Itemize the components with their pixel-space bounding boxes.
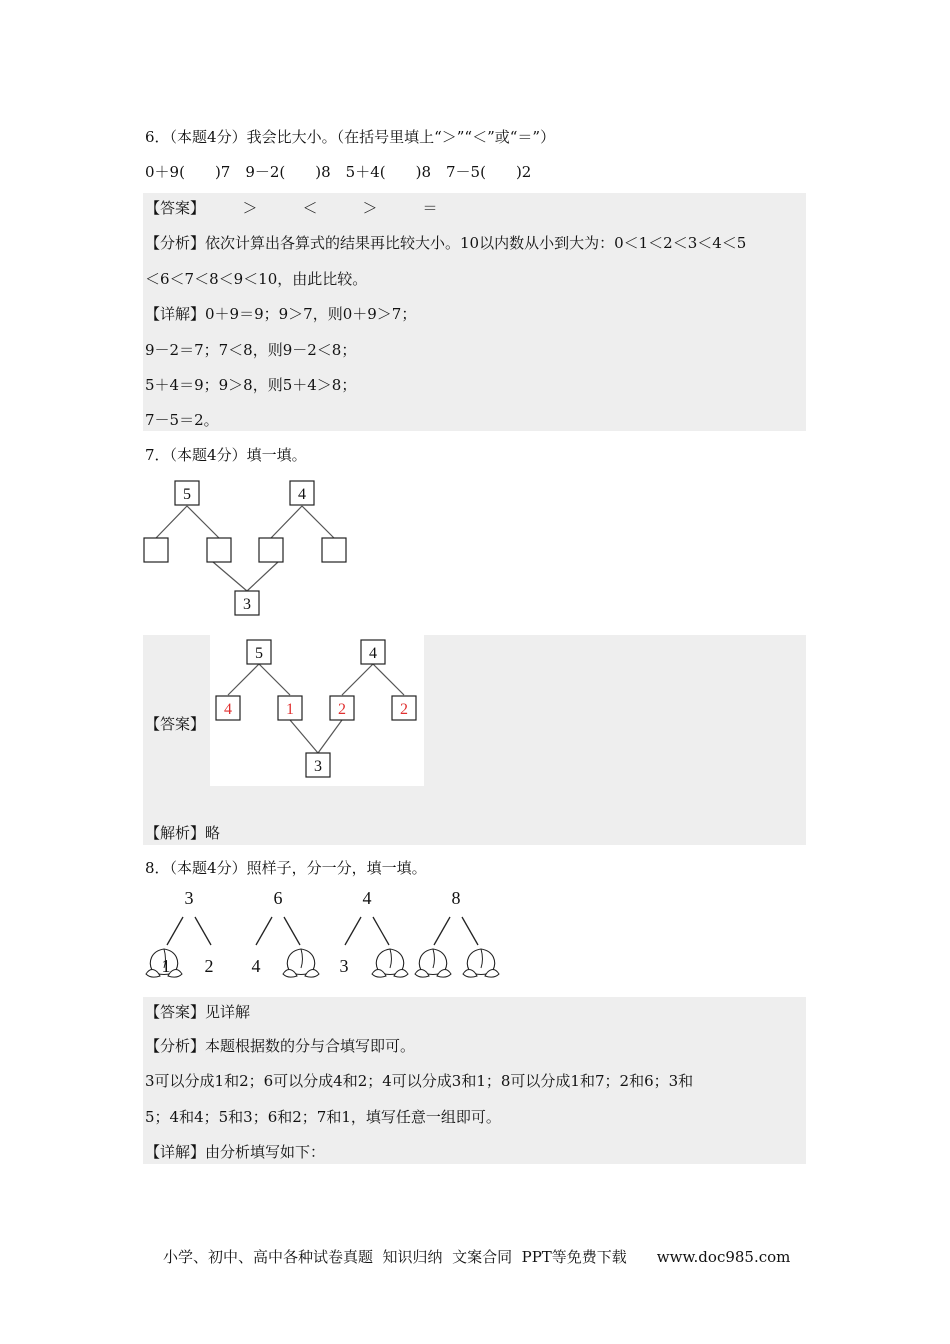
- q8-split-diagrams: [140, 885, 510, 985]
- q8-example-left-number: 1: [161, 956, 171, 976]
- q8-title: 8．（本题4分）照样子，分一分，填一填。: [145, 859, 427, 877]
- q7-top-left-number: 5: [183, 486, 191, 503]
- q8-answer: 【答案】见详解: [145, 1003, 251, 1021]
- q8-example-right-number: 2: [204, 956, 214, 976]
- q8-top-8: 8: [451, 888, 461, 908]
- q8-detail: 【详解】由分析填写如下：: [145, 1143, 326, 1161]
- q7-number-tree: [140, 478, 360, 623]
- q8-peach-blank-8-right: [463, 949, 499, 977]
- q7-answer-leaf-1: 4: [224, 701, 232, 718]
- q6-detail-line-4: 7－5＝2。: [145, 411, 219, 429]
- q8-given-number-4: 3: [339, 956, 349, 976]
- q6-analysis-line-1: 【分析】依次计算出各算式的结果再比较大小。10以内数从小到大为：0＜1＜2＜3＜4＜5: [145, 234, 747, 252]
- q7-answer-label: 【答案】: [145, 715, 206, 733]
- q8-analysis-line-2: 3可以分成1和2；6可以分成4和2；4可以分成3和1；8可以分成1和7；2和6；3和: [145, 1072, 694, 1090]
- q7-bottom-number: 3: [243, 596, 251, 613]
- q7-answer-top-right: 4: [369, 645, 377, 662]
- q8-analysis-line-3: 5；4和4；5和3；6和2；7和1，填写任意一组即可。: [145, 1108, 501, 1126]
- q8-peach-blank-6: [283, 949, 319, 977]
- q8-peach-blank-4: [372, 949, 408, 977]
- q7-answer-top-left: 5: [255, 645, 263, 662]
- q6-answer: 【答案】 ＞ ＜ ＞ ＝: [145, 199, 438, 217]
- q7-blank-box-4: [322, 538, 346, 562]
- page-footer: 小学、初中、高中各种试卷真题 知识归纳 文案合同 PPT等免费下载 www.doc985.com: [163, 1248, 791, 1266]
- q7-answer-bottom: 3: [314, 758, 322, 775]
- q7-blank-box-1: [144, 538, 168, 562]
- q6-detail-line-3: 5＋4＝9；9＞8，则5＋4＞8；: [145, 376, 357, 394]
- q8-top-3: 3: [184, 888, 194, 908]
- q8-given-number-6: 4: [251, 956, 261, 976]
- q8-top-6: 6: [273, 888, 283, 908]
- q7-blank-box-2: [207, 538, 231, 562]
- q6-title: 6．（本题4分）我会比大小。（在括号里填上“＞”“＜”或“＝”）: [145, 128, 556, 146]
- q7-answer-leaf-3: 2: [338, 701, 346, 718]
- q7-answer-leaf-2: 1: [286, 701, 294, 718]
- q7-blank-box-3: [259, 538, 283, 562]
- q6-analysis-line-2: ＜6＜7＜8＜9＜10，由此比较。: [145, 270, 368, 288]
- q7-analysis: 【解析】略: [145, 824, 221, 842]
- q6-detail-line-1: 【详解】0＋9＝9；9＞7，则0＋9＞7；: [145, 305, 417, 323]
- q8-analysis-line-1: 【分析】本题根据数的分与合填写即可。: [145, 1037, 416, 1055]
- q6-detail-line-2: 9－2＝7；7＜8，则9－2＜8；: [145, 341, 357, 359]
- q7-answer-tree: [210, 635, 424, 786]
- q8-top-4: 4: [362, 888, 372, 908]
- q6-problem: 0＋9( )7 9－2( )8 5＋4( )8 7－5( )2: [145, 163, 532, 181]
- q8-peach-blank-8-left: [415, 949, 451, 977]
- q7-answer-leaf-4: 2: [400, 701, 408, 718]
- q7-title: 7．（本题4分）填一填。: [145, 446, 307, 464]
- q7-top-right-number: 4: [298, 486, 306, 503]
